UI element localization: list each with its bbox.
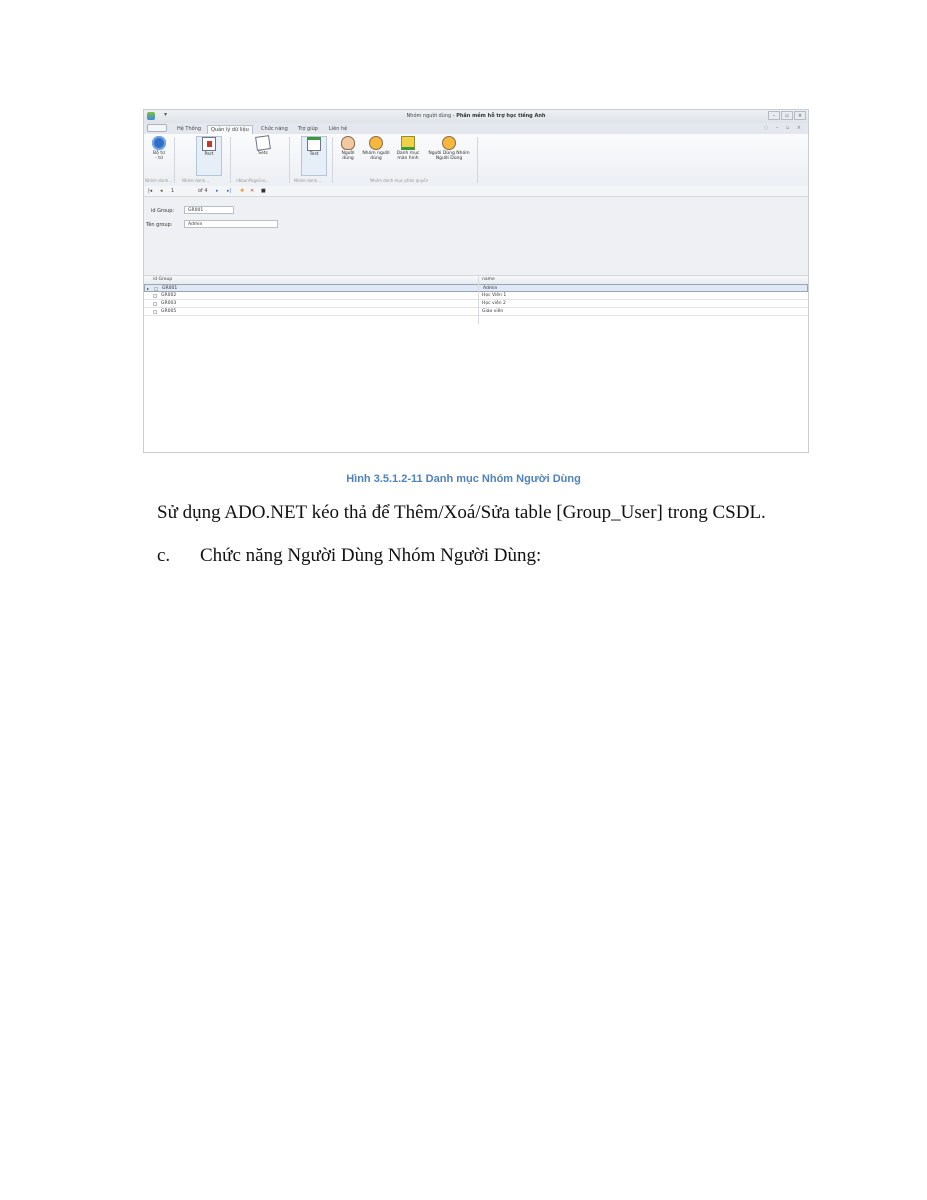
nhom-nguoi-dung-button[interactable] (362, 136, 390, 161)
tab-lien-he[interactable]: Liên hệ (329, 126, 348, 132)
table-row[interactable] (144, 284, 808, 292)
danh-muc-man-hinh-button[interactable] (394, 136, 422, 161)
body-paragraph: Sử dụng ADO.NET kéo thả để Thêm/Xoá/Sửa table [Group_User] trong CSDL. (157, 502, 766, 523)
column-header-name[interactable]: name (482, 277, 495, 282)
row-expander-icon[interactable] (153, 310, 157, 314)
cell-id-group[interactable]: GR005 (161, 309, 177, 314)
tab-quan-ly-du-lieu[interactable]: Quản lý dữ liệu (207, 125, 253, 134)
group-label: ribbonPageGro... (236, 178, 270, 183)
tab-tro-giup[interactable]: Trợ giúp (298, 126, 318, 132)
nguoi-dung-nhom-nguoi-dung-button[interactable] (425, 136, 473, 161)
cell-name[interactable]: Học viên 2 (482, 301, 506, 306)
part-label: Part (204, 152, 214, 157)
group-name-field[interactable]: Admin (184, 220, 278, 228)
test-label: Test (309, 152, 319, 157)
nguoi-dung-label: Người dùng (341, 151, 355, 161)
user-group-icon (442, 136, 456, 150)
window-title: Nhóm người dùng - Phần mềm hỗ trợ học tiếng Anh (406, 113, 546, 119)
user-group-icon (369, 136, 383, 150)
row-expander-icon[interactable] (154, 287, 158, 291)
list-item-text: Chức năng Người Dùng Nhóm Người Dùng: (200, 545, 542, 566)
cell-name[interactable]: Học Viên 1 (482, 293, 507, 298)
ribbon (144, 134, 808, 187)
last-record-button[interactable]: ▸| (227, 188, 232, 194)
group-label: Nhóm danh mục phân quyền (370, 178, 429, 183)
id-group-label: id Group: (151, 208, 175, 214)
close-button[interactable]: × (794, 111, 806, 120)
group-label: Nhóm danh... (182, 178, 210, 183)
tab-he-thong[interactable]: Hệ Thống (177, 126, 202, 132)
cell-id-group[interactable]: GR002 (161, 293, 177, 298)
nguoi-dung-button[interactable] (337, 136, 359, 161)
group-separator (174, 137, 175, 183)
sets-button[interactable] (251, 136, 275, 156)
table-row[interactable] (144, 292, 808, 300)
cell-name[interactable]: Admin (483, 286, 498, 291)
row-expander-icon[interactable] (153, 302, 157, 306)
tab-chuc-nang[interactable]: Chức năng (261, 126, 288, 132)
next-record-button[interactable]: ▸ (216, 188, 219, 194)
group-separator (289, 137, 290, 183)
bo-tu-button[interactable] (147, 136, 171, 161)
table-row[interactable] (144, 308, 808, 316)
test-icon (307, 137, 321, 151)
group-edit-form (144, 197, 808, 276)
mdi-window-controls-icon[interactable]: ◌ – ▫ × (763, 125, 804, 131)
danh-muc-man-hinh-label: Danh mục màn hình (396, 151, 420, 161)
screen-icon (401, 136, 415, 150)
prev-record-button[interactable]: ◂ (160, 188, 163, 194)
user-icon (341, 136, 355, 150)
nhom-nguoi-dung-label: Nhóm người dùng (362, 151, 390, 161)
part-button[interactable] (196, 136, 222, 176)
column-header-id-group[interactable]: id Group (153, 277, 173, 282)
edit-icon (255, 135, 271, 151)
row-expander-icon[interactable] (153, 294, 157, 298)
app-screenshot (143, 109, 809, 453)
quick-access-dropdown-icon[interactable]: ▾ (164, 111, 168, 118)
save-record-button[interactable]: ■ (261, 188, 266, 194)
ribbon-tabs (144, 123, 808, 134)
restore-button[interactable]: ▫ (781, 111, 793, 120)
group-separator (477, 137, 478, 183)
minimize-button[interactable]: – (768, 111, 780, 120)
group-separator (332, 137, 333, 183)
list-item-marker: c. (157, 545, 171, 566)
row-indicator-icon: ▸ (147, 286, 150, 291)
bo-tu-label: Bộ từ - từ (153, 151, 165, 161)
group-name-label: Tên group: (146, 222, 173, 228)
group-grid (144, 276, 808, 453)
application-menu-button[interactable] (147, 124, 167, 132)
list-item (157, 545, 541, 567)
title-bar (144, 110, 808, 124)
circle-grid-icon (152, 136, 166, 150)
sets-label: Sets (258, 151, 268, 156)
test-button[interactable] (301, 136, 327, 176)
id-group-field[interactable]: GR001 (184, 206, 234, 214)
cell-id-group[interactable]: GR003 (161, 301, 177, 306)
group-separator (230, 137, 231, 183)
table-row[interactable] (144, 300, 808, 308)
record-total: of 4 (198, 188, 208, 194)
delete-record-button[interactable]: ✕ (250, 188, 255, 194)
add-record-button[interactable]: ✚ (240, 188, 245, 194)
group-label: Nhóm danh... (294, 178, 322, 183)
data-navigator (144, 186, 808, 197)
nguoi-dung-nhom-label: Người Dùng Nhóm Người Dùng (428, 151, 470, 161)
figure-caption: Hình 3.5.1.2-11 Danh mục Nhóm Người Dùng (346, 473, 581, 485)
group-label: Nhóm danh... (145, 178, 173, 183)
cell-id-group[interactable]: GR001 (162, 286, 178, 291)
first-record-button[interactable]: |◂ (148, 188, 153, 194)
report-icon (202, 137, 216, 151)
column-divider (478, 276, 479, 324)
cell-name[interactable]: Giáo viên (482, 309, 504, 314)
record-position[interactable]: 1 (171, 188, 175, 194)
